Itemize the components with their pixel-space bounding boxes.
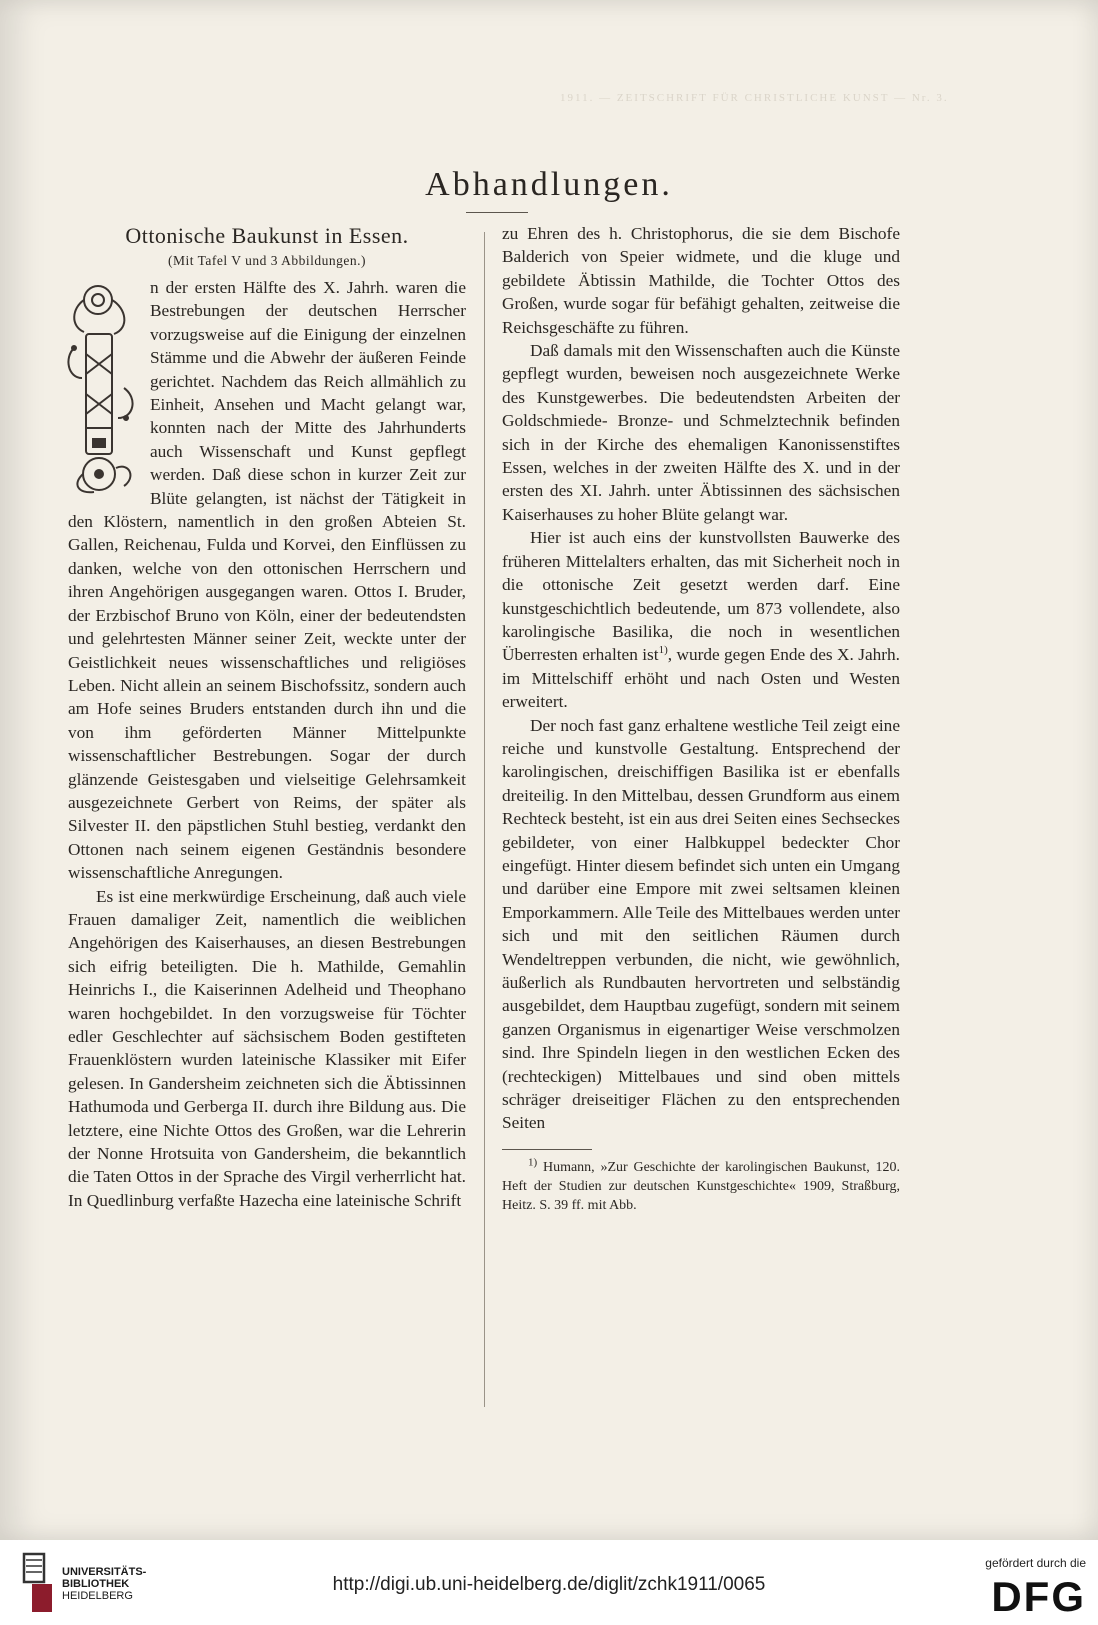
library-name-line: UNIVERSITÄTS- <box>62 1566 147 1578</box>
paragraph-text: Hier ist auch eins der kunstvollsten Bauwerke des früheren Mittelalters erhalten, das mit Sicherheit noch in die ottonische Zeit gesetzt werden darf. Eine kunstgeschichtlich bedeutende, um 873 vollendete, also karolingische Basilika, die noch in wesentlichen Überresten erhalten ist <box>502 528 900 665</box>
footnote-reference: 1) <box>658 644 668 657</box>
paragraph: zu Ehren des h. Christophorus, die sie dem Bischofe Balderich von Speier widmete, und die kluge und gebildete Äbtissin Mathilde, die Tochter Ottos des Großen, wurde sogar für befähigt gehalten, zeitweise die Reichsgeschäfte zu führen. <box>502 224 900 337</box>
article-title: Ottonische Baukunst in Essen. <box>125 223 409 248</box>
dfg-logo: DFG <box>991 1573 1086 1620</box>
article-subtitle: (Mit Tafel V und 3 Abbildungen.) <box>167 253 367 268</box>
library-name-line: BIBLIOTHEK <box>62 1578 130 1590</box>
paragraph: Es ist eine merkwürdige Erscheinung, daß auch viele Frauen damaliger Zeit, namentlich die weiblichen Angehörigen des Kaiserhauses, an diesen Bestrebungen sich eifrig beteiligten. Die h. Mathilde, Gemahlin Heinrichs I., die Kaiserinnen Adelheid und Theophano waren hochgebildet. In den vorzugsweise für Töchter edler Geschlechter auf sächsischem Boden gestifteten Frauenklöstern wurden lateinische Klassiker mit Eifer gelesen. In Gandersheim zeichneten sich die Äbtissinnen Hathumoda und Gerberga II. durch ihre Bildung aus. Die letztere, eine Nichte Ottos des Großen, war die Lehrerin der Nonne Hrotsuita von Gandersheim, die bekanntlich die Taten Ottos in der Sprache des Virgil verherrlicht hat. In Quedlinburg verfaßte Hazecha eine lateinische Schrift <box>68 886 466 1210</box>
right-column <box>502 222 900 1215</box>
footnote-rule <box>502 1149 592 1150</box>
page-url[interactable]: http://digi.ub.uni-heidelberg.de/diglit/zchk1911/0065 <box>332 1574 766 1595</box>
section-title: Abhandlungen. <box>425 166 673 203</box>
paragraph-text: , wurde gegen Ende des X. Jahrh. im Mittelschiff erhöht und nach Osten und Westen erweitert. <box>502 645 900 712</box>
ornamental-initial-icon <box>64 278 142 496</box>
column-divider <box>484 232 485 1407</box>
paragraph: Der noch fast ganz erhaltene westliche Teil zeigt eine reiche und kunstvolle Gestaltung. Entsprechend der karolingischen, dreischiffigen Basilika ist er ebenfalls dreiteilig. In den Mittelbau, dessen Grundform aus einem Rechteck besteht, ist ein aus drei Seiten eines Sechseckes gebildeter, von einer Halbkuppel bedeckter Chor eingefügt. Hinter diesem befindet sich unten ein Umgang und darüber eine Empore mit zwei seltsamen kleinen Emporkammern. Alle Teile des Mittelbaues werden unter sich und mit den seitlichen Räumen durch Wendeltreppen verbunden, die nicht, wie gewöhnlich, äußerlich als Rundbauten hervortreten und selbständig ausgebildet, dem Hauptbau zugefügt, sondern mit seinem ganzen Organismus in eigenartiger Weise verschmolzen sind. Ihre Spindeln liegen in den westlichen Ecken des (rechteckigen) Mittelbaues und sind oben mittels schräger dreiseitiger Flächen zu den entsprechenden Seiten <box>502 715 900 1133</box>
left-column <box>68 222 466 1212</box>
library-name-line: HEIDELBERG <box>62 1590 133 1602</box>
footnote-mark: 1) <box>528 1156 538 1169</box>
running-head: 1911. — ZEITSCHRIFT FÜR CHRISTLICHE KUNST — Nr. 3. <box>560 92 949 104</box>
paragraph <box>502 526 900 713</box>
paragraph: n der ersten Hälfte des X. Jahrh. waren die Bestrebungen der deutschen Herrscher vorzugsweise auf die Einigung der einzelnen Stämme und die Abwehr der äußeren Feinde gerichtet. Nachdem das Reich allmählich zu Einheit, Ansehen und Macht gelangt war, konnten nach der Mitte des Jahrhunderts auch Wissenschaft und Kunst gepflegt werden. Daß diese schon in kurzer Zeit zur Blüte gelangten, ist nächst der Tätigkeit in den Klöstern, namentlich in den großen Abteien St. Gallen, Reichenau, Fulda und Korvei, den Einflüssen zu danken, welche von den ottonischen Herrschern und ihren Angehörigen ausgegangen waren. Ottos I. Bruder, der Erzbischof Bruno von Köln, einer der bedeutendsten und gelehrtesten Männer seiner Zeit, weckte unter der Geistlichkeit neues wissenschaftliches und religiöses Leben. Nicht allein an seinem Bischofssitz, sondern auch am Hofe seines Bruders entstanden durch ihn und die von ihm geförderten Männer Mittelpunkte wissenschaftlicher Bestrebungen. Sogar der durch glänzende Geistesgaben und vielseitige Gelehrsamkeit ausgezeichnete Gerbert von Reims, der später als Silvester II. den päpstlichen Stuhl bestieg, verdankt den Ottonen nach seinem eigenen Geständnis besondere wissenschaftliche Anregungen. <box>68 278 466 883</box>
footnote <box>502 1158 900 1215</box>
footnote-text: Humann, »Zur Geschichte der karolingischen Baukunst, 120. Heft der Studien zur deutschen Kunstgeschichte« 1909, Straßburg, Heitz. S. 39 ff. mit Abb. <box>502 1159 901 1213</box>
funded-by-label: gefördert durch die <box>985 1556 1086 1570</box>
paragraph: Daß damals mit den Wissenschaften auch die Künste gepflegt wurden, beweisen noch ausgezeichnete Werke des Kunstgewerbes. Die bedeutendsten Arbeiten der Goldschmiede- Bronze- und Schmelztechnik befinden sich in der Kirche des ehemaligen Kanonissenstiftes Essen, welches in der zweiten Hälfte des X. und in der ersten des XI. Jahrh. unter Äbtissinnen des sächsischen Kaiserhauses zu hoher Blüte gelangt war. <box>502 341 900 524</box>
title-rule <box>466 212 528 213</box>
